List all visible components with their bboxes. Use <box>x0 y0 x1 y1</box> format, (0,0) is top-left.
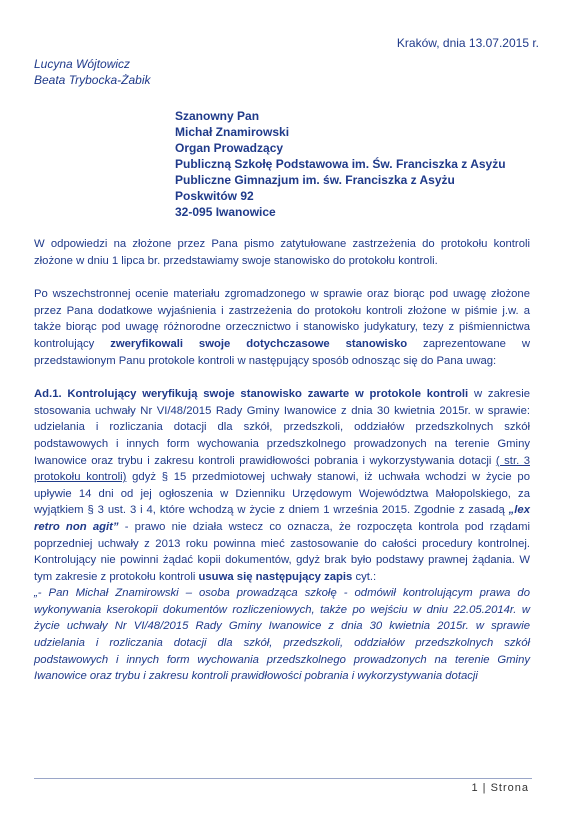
author-name: Lucyna Wójtowicz <box>34 57 131 71</box>
recipient-postcode: 32-095 Iwanowice <box>175 205 276 219</box>
author-name: Beata Trybocka-Żabik <box>34 73 151 87</box>
authors-block <box>34 56 151 88</box>
page-number: 1 | Strona <box>471 782 529 794</box>
recipient-address <box>175 108 506 220</box>
quoted-passage: „- Pan Michał Znamirowski – osoba prowadząca szkołę - odmówił kontrolującym prawa do wykonywania kserokopii dokumentów rozliczeniowych, także po wejściu w dniu 22.05.2014r. w życie uchwały Nr VI/48/2015 Rady Gminy Iwanowice z dnia 30 kwietnia 2015r. w sprawie udzielania i rozliczania dotacji dla szkół, przedszkoli, oddziałów przedszkolnych szkół podstawowych i innych form wychowania przedszkolnego prowadzonych na terenie Gminy Iwanowice oraz trybu i zakresu kontroli prawidłowości pobrania i wykorzystywania dotacji <box>34 587 530 683</box>
date-line: Kraków, dnia 13.07.2015 r. <box>396 36 539 50</box>
recipient-school: Publiczną Szkołę Podstawowa im. Św. Franciszka z Asyżu <box>175 157 506 171</box>
footer-divider <box>34 778 532 779</box>
salutation: Szanowny Pan <box>175 109 260 123</box>
recipient-name: Michał Znamirowski <box>175 125 290 139</box>
bold-phrase: zweryfikowali swoje dotychczasowe stanowisko <box>110 337 408 350</box>
recipient-role: Organ Prowadzący <box>175 141 284 155</box>
paragraph-ad1: Ad.1. Kontrolujący weryfikują swoje stanowisko zawarte w protokole kontroli w zakresie stosowania uchwały Nr VI/48/2015 Rady Gminy Iwanowice z dnia 30 kwietnia 2015r. w sprawie: udzielania i rozliczania dotacji dla szkół, przedszkoli, oddziałów przedszkolnych szkół podstawowych i innych form wychowania przedszkolnego prowadzonych na terenie Gminy Iwanowice oraz trybu i zakresu kontroli prawidłowości pobrania i wykorzystywania dotacji ( str. 3 protokołu kontroli) gdyż § 15 przedmiotowej uchwały stanowi, iż uchwała wchodzi w życie po upływie 14 dni od jej ogłoszenia w Dzienniku Urzędowym Województwa Małopolskiego, za wyjątkiem § 3 ust. 3 i 4, które wchodzą w życie z dniem 1 września 2015. Zgodnie z zasadą „lex retro non agit” - prawo nie działa wstecz co oznacza, że rozpoczęta kontrola pod rządami poprzedniej uchwały z 2013 roku powinna mieć zastosowanie do całości procedury kontrolnej. Kontrolujący nie powinni żądać kopii dokumentów, gdyż brak było podstawy prawnej żądania. W tym zakresie z protokołu kontroli usuwa się następujący zapis cyt.: <box>34 388 530 583</box>
recipient-gymnasium: Publiczne Gimnazjum im. św. Franciszka z Asyżu <box>175 173 455 187</box>
paragraph-intro: W odpowiedzi na złożone przez Pana pismo zatytułowane zastrzeżenia do protokołu kontroli złożone w dniu 1 lipca br. przedstawiamy swoje stanowisko do protokołu kontroli. <box>34 238 530 267</box>
letter-body <box>34 236 530 685</box>
bold-removal-note: usuwa się następujący zapis <box>198 570 353 583</box>
ad1-heading: Ad.1. Kontrolujący weryfikują swoje stanowisko zawarte w protokole kontroli <box>34 388 469 401</box>
paragraph-assessment: Po wszechstronnej ocenie materiału zgromadzonego w sprawie oraz biorąc pod uwagę złożone przez Pana dodatkowe wyjaśnienia i zastrzeżenia do protokołu kontroli złożone w piśmie j.w. a także biorąc pod uwagę różnorodne orzecznictwo i stanowisko judykatury, tezy z piśmiennictwa kontrolujący zweryfikowali swoje dotychczasowe stanowisko zaprezentowane w przedstawionym Panu protokole kontroli w następujący sposób odnosząc się do Pana uwag: <box>34 288 531 367</box>
recipient-street: Poskwitów 92 <box>175 189 254 203</box>
latin-maxim: „lex retro non agit” <box>34 504 530 533</box>
protocol-reference: ( str. 3 protokołu kontroli) <box>34 454 530 484</box>
